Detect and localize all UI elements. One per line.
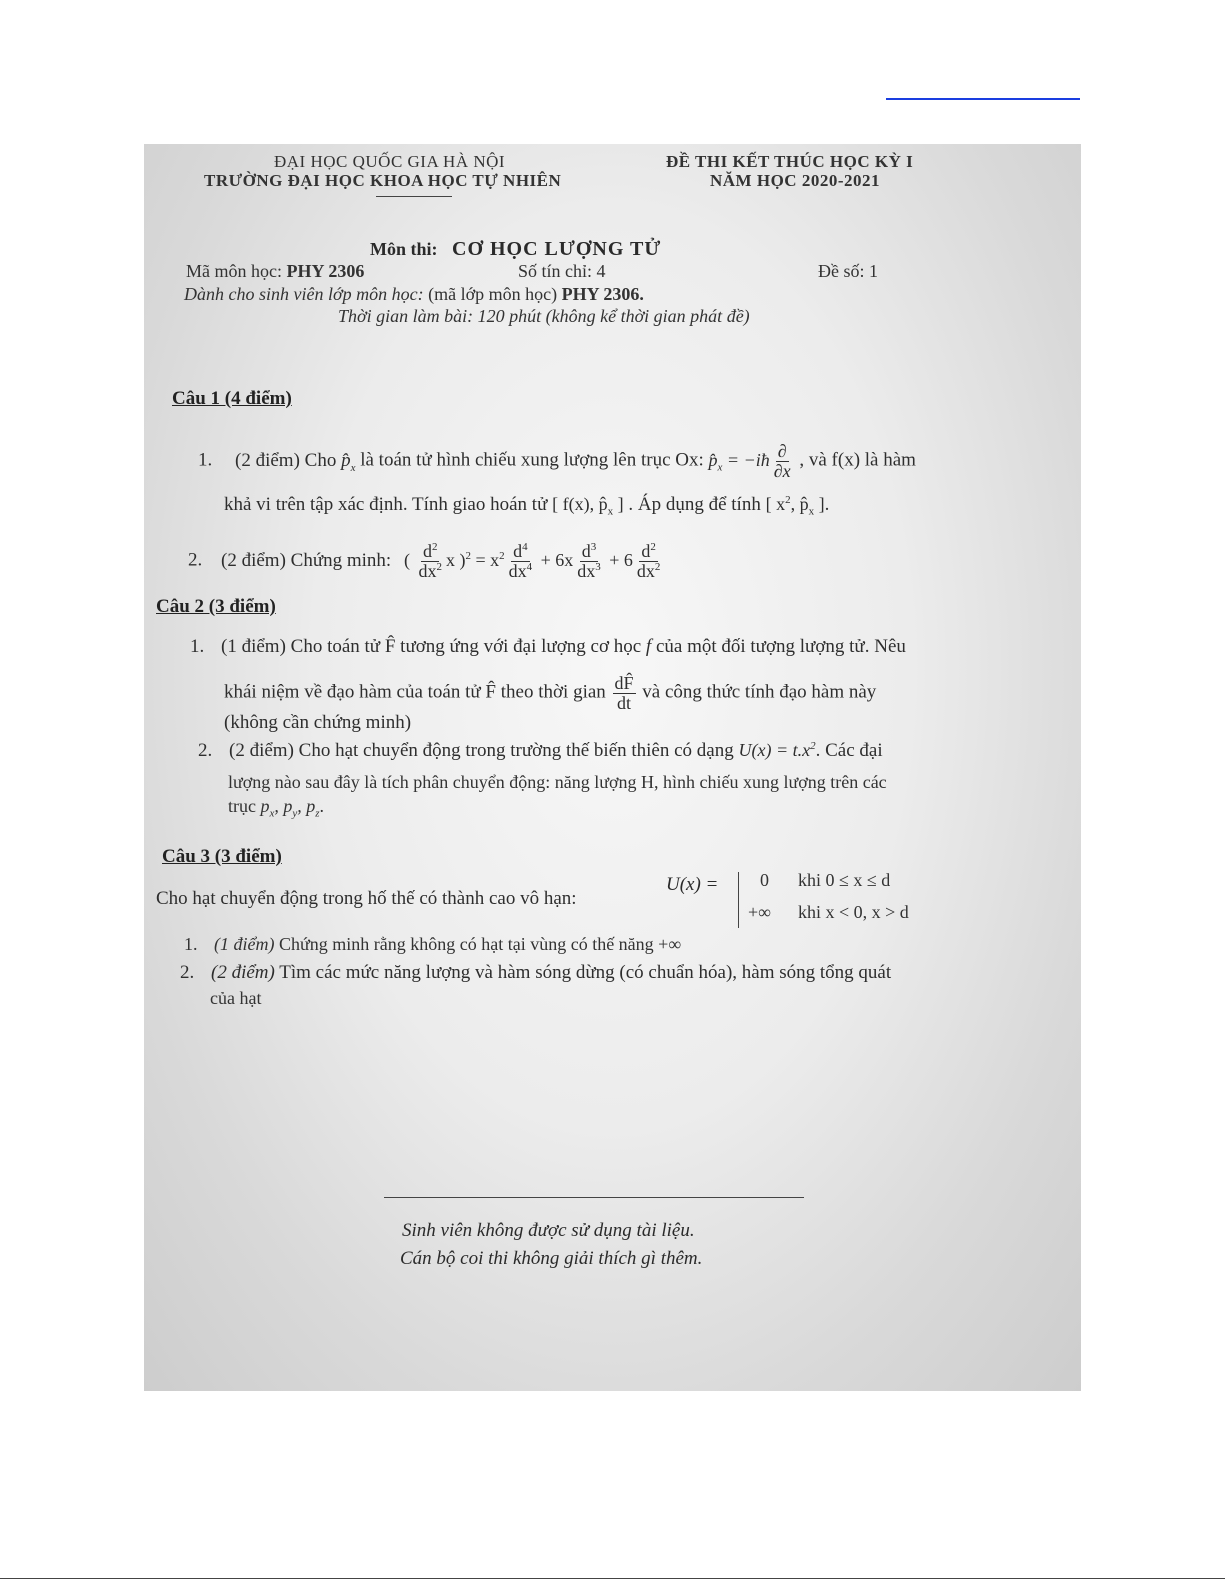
q1-p1-text-a: (2 điểm) Cho [235, 449, 337, 471]
credits: Số tín chỉ: 4 [518, 261, 606, 281]
q2-part2-line3: trục $p_x$, $p_y$, $p_z$. [228, 796, 325, 820]
q3-p1-number: 1. [184, 934, 198, 954]
case-2-condition: khi x < 0, x > d [798, 902, 909, 922]
exam-title: ĐỀ THI KẾT THÚC HỌC KỲ I [666, 152, 914, 171]
header-rule [376, 196, 452, 197]
case-1-condition: khi 0 ≤ x ≤ d [798, 870, 891, 890]
piecewise-brace [738, 872, 745, 928]
q1-p2-text: (2 điểm) Chứng minh: [221, 549, 392, 571]
q2-p1-text-d: và công thức tính đạo hàm này [642, 681, 877, 703]
commutator-f-p: [ f(x), $p̂_x$ ] [552, 494, 624, 518]
subject-label: Môn thi: [370, 239, 438, 259]
q2-p1-quantity: f [645, 636, 652, 657]
target-line [184, 284, 644, 305]
momentum-components: $p_x$, $p_y$, $p_z$ [260, 796, 320, 820]
q3-p2-text: Tìm các mức năng lượng và hàm sóng dừng (có chuẩn hóa), hàm sóng tổng quát [279, 962, 892, 983]
page-bottom-rule [0, 1578, 1225, 1579]
school-name: TRƯỜNG ĐẠI HỌC KHOA HỌC TỰ NHIÊN [204, 171, 562, 190]
top-link-underline[interactable] [886, 98, 1080, 100]
q3-p1-points: (1 điểm) [214, 934, 275, 954]
q1-part2-line [188, 542, 664, 581]
q3-p2-text-2: của hạt [210, 988, 262, 1008]
commutator-x2-p: [ $x^2$, $p̂_x$ ] [765, 494, 825, 518]
q3-intro: Cho hạt chuyển động trong hố thế có thành cao vô hạn: [156, 888, 577, 909]
case-2-value: +∞ [748, 902, 771, 922]
q2-part1-line2 [224, 674, 876, 713]
q2-p1-text-e: (không cần chứng minh) [224, 712, 412, 733]
footer-note-1: Sinh viên không được sử dụng tài liệu. [402, 1220, 695, 1241]
course-code-label: Mã môn học: [186, 261, 282, 281]
case-1-value: 0 [760, 870, 769, 890]
footer-note-2: Cán bộ coi thi không giải thích gì thêm. [400, 1248, 703, 1269]
school-year: NĂM HỌC 2020-2021 [710, 171, 880, 190]
q2-p2-text-d: trục [228, 796, 256, 816]
q2-p2-text-b: . Các đại [815, 740, 883, 761]
question-2-title: Câu 2 (3 điểm) [156, 596, 276, 617]
well-potential-label: U(x) = [666, 874, 719, 895]
course-code-line [186, 261, 364, 282]
q1-p2-number: 2. [188, 549, 203, 571]
q2-p2-text-c: lượng nào sau đây là tích phân chuyển động: năng lượng H, hình chiếu xung lượng trên các [228, 772, 887, 792]
q1-p1-text-d: khả vi trên tập xác định. Tính giao hoán tử [224, 494, 548, 515]
momentum-operator-symbol: $p̂_x$ [341, 449, 356, 474]
q2-p2-number: 2. [198, 740, 213, 761]
duration: Thời gian làm bài: 120 phút (không kể thời gian phát đề) [338, 306, 750, 326]
q2-p2-text-a: (2 điểm) Cho hạt chuyển động trong trường thế biến thiên có dạng [229, 740, 734, 761]
q1-p1-text-b: là toán tử hình chiếu xung lượng lên trục Ox: [360, 449, 704, 471]
q2-p1-text-c: khái niệm về đạo hàm của toán tử F̂ theo thời gian [224, 681, 606, 703]
q2-p1-text-b: của một đối tượng lượng tử. Nêu [655, 636, 906, 657]
q1-p1-text-e: . Áp dụng để tính [628, 494, 761, 515]
q1-part1-line1 [198, 442, 916, 481]
q1-p1-number: 1. [198, 449, 213, 471]
university-name: ĐẠI HỌC QUỐC GIA HÀ NỘI [274, 152, 506, 171]
q3-part2-line [180, 962, 891, 984]
exam-number: Đề số: 1 [818, 261, 878, 281]
target-label: Dành cho sinh viên lớp môn học: [184, 284, 424, 304]
time-derivative-fraction: $\frac{dF̂}{dt}$ [614, 673, 634, 713]
target-code: PHY 2306. [561, 284, 644, 304]
q1-part1-line2: khả vi trên tập xác định. Tính giao hoán tử [ f(x), $p̂_x$ ] . Áp dụng để tính [ $x^2$, $p̂_x$ ]. [224, 494, 830, 518]
momentum-operator-definition: $p̂_x$ = −iħ $\frac{\partial}{\partial x}$ [708, 441, 791, 481]
subject-line [370, 238, 661, 261]
question-3-title: Câu 3 (3 điểm) [162, 846, 282, 867]
question-1-title: Câu 1 (4 điểm) [172, 388, 292, 409]
q3-p2-number: 2. [180, 962, 195, 983]
q2-part1-line1 [190, 636, 906, 658]
q3-p2-points: (2 điểm) [211, 962, 275, 983]
potential-formula: $U(x) = t.x^2$ [738, 740, 816, 760]
exam-paper-photo [144, 144, 1081, 1391]
q2-part2-line1 [198, 740, 883, 762]
q3-part1-line [184, 934, 681, 955]
operator-identity-formula: ( $\frac{d^2}{dx^2}$ x )$^2 = x^2$ $\frac{d^4}{dx^4}$ + 6x $\frac{d^3}{dx^3}$ + 6 $\frac{d^2}{dx^2}$ [403, 541, 661, 581]
q2-p1-number: 1. [190, 636, 205, 657]
q2-p1-text-a: (1 điểm) Cho toán tử F̂ tương ứng với đại lượng cơ học [221, 636, 642, 657]
subject-name: CƠ HỌC LƯỢNG TỬ [452, 238, 662, 260]
q3-p1-text: Chứng minh rằng không có hạt tại vùng có thế năng +∞ [278, 934, 682, 954]
q1-p1-text-c: , và f(x) là hàm [799, 449, 916, 471]
target-class: (mã lớp môn học) [428, 284, 558, 304]
course-code: PHY 2306 [286, 261, 365, 281]
footer-divider [384, 1197, 804, 1198]
